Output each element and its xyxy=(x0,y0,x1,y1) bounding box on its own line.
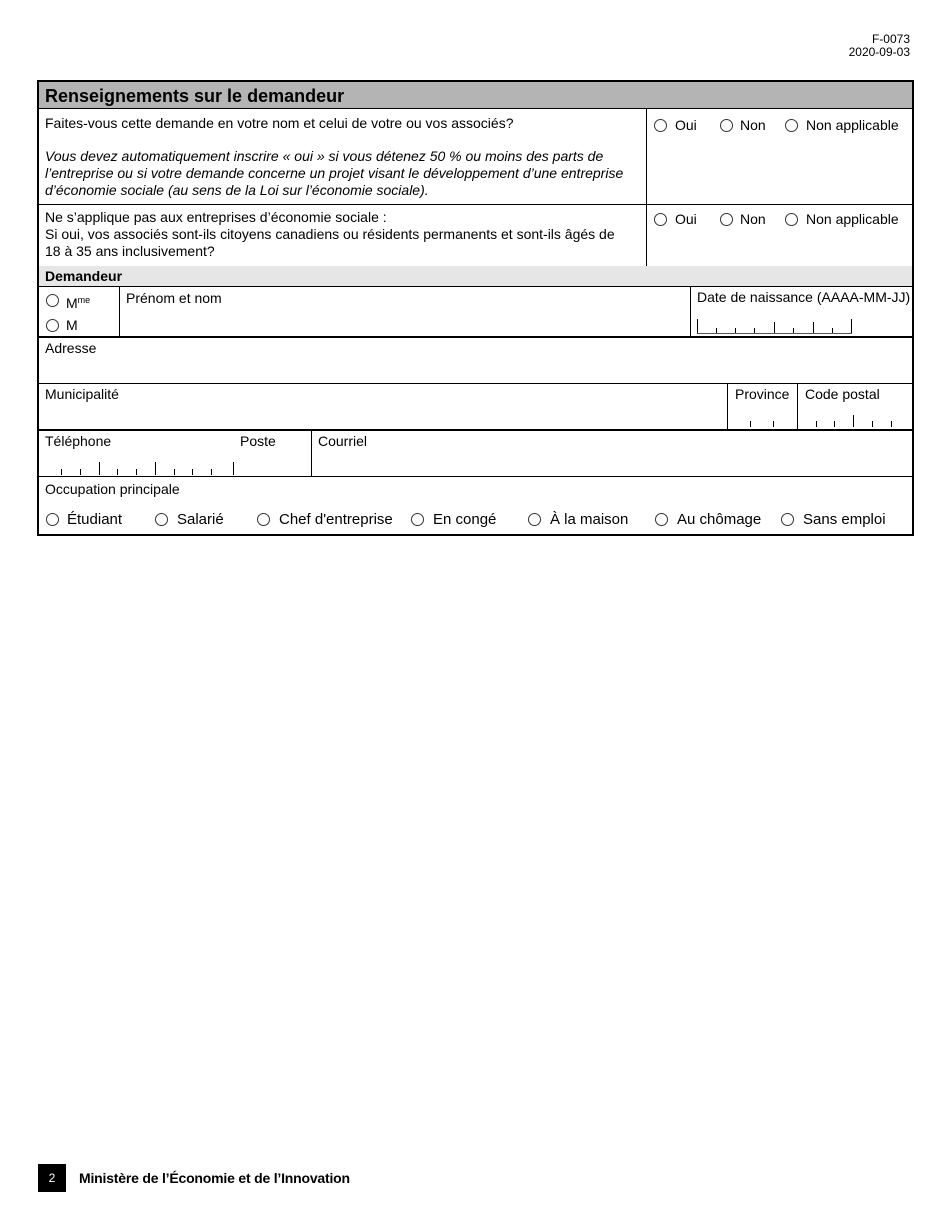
divider xyxy=(39,383,912,384)
q2-label-non-applicable: Non applicable xyxy=(806,211,899,227)
occupation-radio-a-la-maison[interactable] xyxy=(528,513,541,526)
q2-line1: Ne s’applique pas aux entreprises d’économie sociale : xyxy=(45,209,387,225)
dob-input[interactable] xyxy=(697,314,853,334)
form-code: F-0073 xyxy=(871,32,910,46)
phone-input[interactable] xyxy=(43,452,235,476)
dob-label: Date de naissance (AAAA-MM-JJ) xyxy=(697,289,911,305)
occupation-label: Occupation principale xyxy=(45,481,180,497)
occupation-radio-salarie[interactable] xyxy=(155,513,168,526)
occupation-label-chef-entreprise: Chef d'entreprise xyxy=(279,511,393,528)
q2-label-oui: Oui xyxy=(675,211,697,227)
divider xyxy=(119,286,120,336)
occupation-radio-en-conge[interactable] xyxy=(411,513,424,526)
applicant-heading: Demandeur xyxy=(39,266,912,286)
province-input[interactable] xyxy=(728,404,797,428)
title-radio-mme[interactable] xyxy=(46,294,59,307)
q1-label-oui: Oui xyxy=(675,117,697,133)
municipality-input[interactable] xyxy=(39,404,727,428)
occupation-radio-etudiant[interactable] xyxy=(46,513,59,526)
occupation-label-salarie: Salarié xyxy=(177,511,224,528)
title-radio-m[interactable] xyxy=(46,319,59,332)
q2-label-non: Non xyxy=(740,211,766,227)
form-date: 2020-09-03 xyxy=(848,45,910,59)
page-number: 2 xyxy=(38,1164,66,1192)
extension-label: Poste xyxy=(240,433,276,449)
ministry-name: Ministère de l’Économie et de l’Innovation xyxy=(79,1170,350,1186)
municipality-label: Municipalité xyxy=(45,386,119,402)
divider xyxy=(39,429,912,431)
q2-radio-oui[interactable] xyxy=(654,213,667,226)
divider xyxy=(39,476,912,477)
q1-question: Faites-vous cette demande en votre nom et celui de votre ou vos associés? xyxy=(45,115,514,131)
occupation-radio-au-chomage[interactable] xyxy=(655,513,668,526)
q2-radio-non[interactable] xyxy=(720,213,733,226)
divider xyxy=(39,286,912,287)
name-label: Prénom et nom xyxy=(126,290,222,306)
occupation-label-au-chomage: Au chômage xyxy=(677,511,762,528)
answer-column-divider xyxy=(646,109,647,266)
occupation-label-a-la-maison: À la maison xyxy=(550,511,629,528)
q1-label-non: Non xyxy=(740,117,766,133)
extension-input[interactable] xyxy=(235,452,311,476)
divider xyxy=(690,286,691,336)
q1-radio-non-applicable[interactable] xyxy=(785,119,798,132)
q1-label-non-applicable: Non applicable xyxy=(806,117,899,133)
occupation-radio-sans-emploi[interactable] xyxy=(781,513,794,526)
postal-code-label: Code postal xyxy=(805,386,880,402)
q1-note-line2: l’entreprise ou si votre demande concerne un projet visant le développement d’une entreprise xyxy=(45,165,624,181)
section-title: Renseignements sur le demandeur xyxy=(39,82,912,109)
q2-radio-non-applicable[interactable] xyxy=(785,213,798,226)
title-label-m: M xyxy=(66,317,78,333)
occupation-label-en-conge: En congé xyxy=(433,511,497,528)
occupation-radio-chef-entreprise[interactable] xyxy=(257,513,270,526)
q1-note-line1: Vous devez automatiquement inscrire « oui » si vous détenez 50 % ou moins des parts de xyxy=(45,148,604,164)
divider xyxy=(39,204,912,205)
q2-line3: 18 à 35 ans inclusivement? xyxy=(45,243,215,259)
applicant-info-form xyxy=(37,80,914,536)
q1-radio-oui[interactable] xyxy=(654,119,667,132)
q1-radio-non[interactable] xyxy=(720,119,733,132)
province-label: Province xyxy=(735,386,790,402)
q2-line2: Si oui, vos associés sont-ils citoyens canadiens ou résidents permanents et sont-ils âgés de xyxy=(45,226,615,242)
address-label: Adresse xyxy=(45,340,97,356)
occupation-label-etudiant: Étudiant xyxy=(67,511,123,528)
email-input[interactable] xyxy=(312,452,912,476)
phone-label: Téléphone xyxy=(45,433,112,449)
address-input[interactable] xyxy=(39,358,912,382)
occupation-label-sans-emploi: Sans emploi xyxy=(803,511,886,528)
postal-code-input[interactable] xyxy=(798,404,912,428)
title-label-mme: $M^{me}$ xyxy=(66,295,91,311)
divider xyxy=(39,336,912,338)
email-label: Courriel xyxy=(318,433,368,449)
q1-note-line3: d’économie sociale (au sens de la Loi sur l’économie sociale). xyxy=(45,182,429,198)
